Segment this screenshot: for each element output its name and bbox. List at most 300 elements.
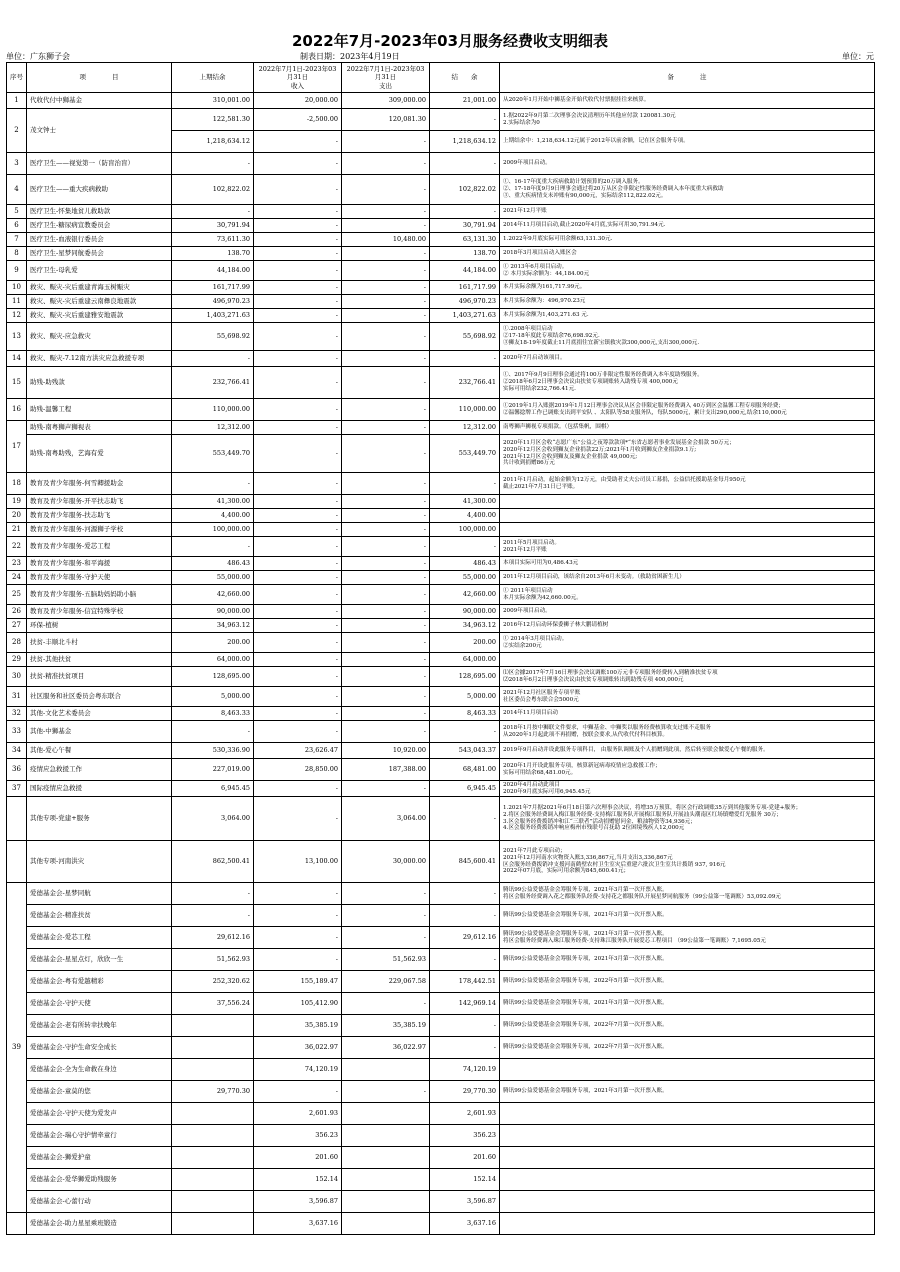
row-income: 2,601.93 [254, 1103, 342, 1125]
row-seq [7, 797, 27, 841]
row-seq: 32 [7, 707, 27, 721]
row-income: - [254, 1081, 342, 1103]
row-prev-balance: 496,970.23 [172, 295, 254, 309]
row-prev-balance: 4,400.00 [172, 509, 254, 523]
row-balance: 200.00 [430, 633, 500, 653]
header-note: 备 注 [500, 63, 875, 93]
row-note: 腾讯99公益爱德基金会筹服务专项，2022年7月第一次开票入账。 [500, 1015, 875, 1037]
row-item-name: 茂文钟士 [27, 109, 172, 153]
row-note [500, 1213, 875, 1235]
table-row [7, 585, 875, 605]
row-prev-balance: 862,500.41 [172, 841, 254, 883]
row-note: 2016年12月启动环保委狮子林大鹏请植树 [500, 619, 875, 633]
table-row [7, 759, 875, 781]
table-row [7, 261, 875, 281]
row-balance: 6,945.45 [430, 781, 500, 797]
table-row [7, 1191, 875, 1213]
row-note [500, 1191, 875, 1213]
header-item: 项 目 [27, 63, 172, 93]
row-balance: 2,601.93 [430, 1103, 500, 1125]
row-item-name: 救灾、赈灾-灾后重建青海玉树赈灾 [27, 281, 172, 295]
row-expense: - [342, 883, 430, 905]
row-note: 腾讯99公益爱德基金会筹服务专项，2021年3月第一次开票入账。 将区会服务经费调入珠江服务经费-支持珠江服务队开展爱芯工程项目 （99公益第一笔调账）7,1695.05元 [500, 927, 875, 949]
row-balance: 486.43 [430, 557, 500, 571]
row-note [500, 1125, 875, 1147]
table-row [7, 905, 875, 927]
row-expense: 36,022.97 [342, 1037, 430, 1059]
row-seq: 30 [7, 667, 27, 687]
row-expense: - [342, 781, 430, 797]
row-balance: 110,000.00 [430, 399, 500, 421]
table-row [7, 93, 875, 109]
row-note: 腾讯99公益爱德基金会筹服务专项，2021年3月第一次开票入账。 [500, 905, 875, 927]
table-row [7, 1037, 875, 1059]
row-expense [342, 1147, 430, 1169]
row-note: 腾讯99公益爱德基金会筹服务专项，2022年7月第一次开票入账。 [500, 1037, 875, 1059]
row-expense: - [342, 571, 430, 585]
row-balance: 68,481.00 [430, 759, 500, 781]
row-income: - [254, 883, 342, 905]
row-expense: - [342, 247, 430, 261]
row-income: - [254, 309, 342, 323]
row-item-name: 教育及青少年服务-何雪卿援助金 [27, 473, 172, 495]
row-expense: - [342, 927, 430, 949]
row-expense: - [342, 667, 430, 687]
row-income: - [254, 435, 342, 473]
row-item-name: 其他专项-河南洪灾 [27, 841, 172, 883]
row-expense [342, 1169, 430, 1191]
row-item-name: 教育及青少年服务-扶志助飞 [27, 509, 172, 523]
row-income: - [254, 153, 342, 175]
row-income: - [254, 667, 342, 687]
table-row [7, 619, 875, 633]
row-income: - [254, 619, 342, 633]
row-prev-balance: 486.43 [172, 557, 254, 571]
row-prev-balance: 161,717.99 [172, 281, 254, 295]
row-expense: - [342, 707, 430, 721]
row-item-name: 爱德基金会-星梦同航 [27, 883, 172, 905]
row-expense: - [342, 585, 430, 605]
row-item-name: 爱德基金会-守护天使为爱发声 [27, 1103, 172, 1125]
row-note: ① 2013年6月项目启动。 ② 本月实际余额为：44,184.00元 [500, 261, 875, 281]
row-expense: - [342, 537, 430, 557]
table-row [7, 421, 875, 435]
row-income: - [254, 653, 342, 667]
row-expense: - [342, 367, 430, 399]
row-prev-balance: 138.70 [172, 247, 254, 261]
row-balance: 152.14 [430, 1169, 500, 1191]
row-seq: 33 [7, 721, 27, 743]
table-row [7, 797, 875, 841]
row-note: 2014年11月项目启动,截止2020年4月底,实际可用30,791.94元. [500, 219, 875, 233]
row-item-name: 扶贫-丰顺北斗村 [27, 633, 172, 653]
expense-table [6, 62, 875, 1235]
row-income: - [254, 351, 342, 367]
row-item-name: 医疗卫生-星梦同航委员会 [27, 247, 172, 261]
row-balance: 1,218,634.12 [430, 131, 500, 153]
row-balance: - [430, 905, 500, 927]
row-note: 2018年1月按中狮联文件要求，中狮基金、中狮奖以服务经费核算收支过账不走服务 从2020年1月起此项不再捐赠，按联会要求,从代收代付科目核算。 [500, 721, 875, 743]
row-balance: - [430, 1015, 500, 1037]
row-item-name: 国际疫情应急救援 [27, 781, 172, 797]
row-note [500, 1169, 875, 1191]
row-income: 28,850.00 [254, 759, 342, 781]
row-income: - [254, 633, 342, 653]
row-item-name: 社区服务和社区委员会粤东联合 [27, 687, 172, 707]
row-item-name: 医疗卫生-糖尿病宣教委员会 [27, 219, 172, 233]
table-row [7, 743, 875, 759]
row-balance: 74,120.19 [430, 1059, 500, 1081]
row-seq [7, 841, 27, 883]
row-prev-balance [172, 1213, 254, 1235]
row-item-name: 环保-植树 [27, 619, 172, 633]
row-note: 从2020年1月开始中狮基金开始代收代付票据挂往来核算。 [500, 93, 875, 109]
row-note: ①2019年1月入账据2019年1月12日理事会决议从区会非限定服务经费调入 40万到区会温馨工程专项服务经费； ②温馨捻牌工作已调账支出到平安队 、太阳队等58支服务队，每队5000元，累计支出290,000元,结余110,000元 [500, 399, 875, 421]
row-seq: 5 [7, 205, 27, 219]
row-prev-balance: - [172, 721, 254, 743]
row-balance: 63,131.30 [430, 233, 500, 247]
row-expense: - [342, 653, 430, 667]
header-income: 2022年7月1日-2023年03月31日 收入 [254, 63, 342, 93]
row-item-name: 其他-文化艺术委员会 [27, 707, 172, 721]
row-note [500, 1059, 875, 1081]
row-income: - [254, 399, 342, 421]
row-item-name: 医疗卫生-母乳爱 [27, 261, 172, 281]
header-seq: 序号 [7, 63, 27, 93]
row-item-name: 扶贫-其他扶贫 [27, 653, 172, 667]
table-row [7, 687, 875, 707]
table-row [7, 633, 875, 653]
table-body [7, 93, 875, 1235]
row-prev-balance: 29,612.16 [172, 927, 254, 949]
row-prev-balance: 5,000.00 [172, 687, 254, 707]
row-balance: 29,612.16 [430, 927, 500, 949]
row-balance: 3,637.16 [430, 1213, 500, 1235]
row-prev-balance: 227,019.00 [172, 759, 254, 781]
row-item-name: 扶贫-精准扶贫项目 [27, 667, 172, 687]
table-row [7, 707, 875, 721]
row-note: 2011年1月启动，起始金额为12万元，由受助者丈夫公司员工募捐，公益信托援助基金每月950元 截止2021年7月31日已平账。 [500, 473, 875, 495]
table-row [7, 781, 875, 797]
table-row [7, 927, 875, 949]
table-row [7, 281, 875, 295]
row-prev-balance: 128,695.00 [172, 667, 254, 687]
row-item-name: 助残-南粤助残，艺海有爱 [27, 435, 172, 473]
row-expense: - [342, 435, 430, 473]
row-balance: 102,822.02 [430, 175, 500, 205]
table-row [7, 309, 875, 323]
row-prev-balance: - [172, 153, 254, 175]
page-title: 2022年7月-2023年03月服务经费收支明细表 [291, 32, 609, 50]
row-note [500, 1103, 875, 1125]
row-note: 2009年项目启动。 [500, 605, 875, 619]
row-prev-balance: 530,336.90 [172, 743, 254, 759]
row-note [500, 509, 875, 523]
row-note: 2020年7月启动该项目。 [500, 351, 875, 367]
row-balance: 4,400.00 [430, 509, 500, 523]
table-row [7, 295, 875, 309]
row-income: - [254, 323, 342, 351]
row-item-name: 爱德基金会-粤有爱越精彩 [27, 971, 172, 993]
row-prev-balance [172, 1125, 254, 1147]
row-expense: - [342, 261, 430, 281]
row-expense: 309,000.00 [342, 93, 430, 109]
row-income: - [254, 781, 342, 797]
table-row [7, 351, 875, 367]
row-income: - [254, 707, 342, 721]
row-expense: 10,920.00 [342, 743, 430, 759]
row-item-name: 助残-温馨工程 [27, 399, 172, 421]
row-prev-balance: - [172, 351, 254, 367]
table-row [7, 841, 875, 883]
row-seq: 8 [7, 247, 27, 261]
row-seq: 24 [7, 571, 27, 585]
row-note: 1.据2022年9月第二次理事会决议清理历年其他应付款 120081.30元 2.实际结余为0 [500, 109, 875, 131]
row-expense: - [342, 219, 430, 233]
row-prev-balance: 110,000.00 [172, 399, 254, 421]
table-row [7, 399, 875, 421]
row-expense: - [342, 295, 430, 309]
row-note: ①、16-17年度重大疾病救助计划预算的20万调入服务。 ②、17-18年度9月9日理事会通过将20万从区会非限定性服务经费调入本年度重大病救助 ③、重大疾病情支未冲账有90,000元，实际结余112,822.02元。 [500, 175, 875, 205]
row-expense [342, 1213, 430, 1235]
row-item-name: 医疗卫生——视觉第一（防盲治盲） [27, 153, 172, 175]
row-expense: 51,562.93 [342, 949, 430, 971]
row-prev-balance [172, 1037, 254, 1059]
header-balance: 结 余 [430, 63, 500, 93]
row-income: - [254, 797, 342, 841]
row-prev-balance: 310,001.00 [172, 93, 254, 109]
row-note: 腾讯99公益爱德基金会筹服务专项，2022年5月第一次开票入账。 [500, 971, 875, 993]
table-row [7, 537, 875, 557]
row-expense: 229,067.58 [342, 971, 430, 993]
row-item-name: 其他-中狮基金 [27, 721, 172, 743]
row-expense: - [342, 473, 430, 495]
table-row [7, 233, 875, 247]
row-note: 2021年12月平账 [500, 205, 875, 219]
table-row [7, 175, 875, 205]
row-item-name: 爱德基金会-守护天使 [27, 993, 172, 1015]
row-seq: 4 [7, 175, 27, 205]
row-note: 本月实际余额为1,403,271.63 元. [500, 309, 875, 323]
row-income: - [254, 721, 342, 743]
row-expense: - [342, 605, 430, 619]
row-prev-balance: 12,312.00 [172, 421, 254, 435]
row-item-name: 教育及青少年服务-和平海援 [27, 557, 172, 571]
row-balance: 496,970.23 [430, 295, 500, 309]
row-prev-balance: - [172, 883, 254, 905]
table-row [7, 721, 875, 743]
row-balance: - [430, 883, 500, 905]
row-item-name: 教育及青少年服务-河源狮子学校 [27, 523, 172, 537]
row-item-name: 教育及青少年服务-五脑助妈妈助小脑 [27, 585, 172, 605]
row-seq: 29 [7, 653, 27, 667]
row-expense: 120,081.30 [342, 109, 430, 131]
row-item-name: 代收代付中狮基金 [27, 93, 172, 109]
row-balance: - [430, 1037, 500, 1059]
row-note: 2021年12月社区服务专项平账 社区委员会粤东联合会5000元 [500, 687, 875, 707]
row-prev-balance: 73,611.30 [172, 233, 254, 247]
row-income: 20,000.00 [254, 93, 342, 109]
row-balance: - [430, 537, 500, 557]
row-income: - [254, 205, 342, 219]
table-row [7, 323, 875, 351]
row-item-name: 其他专项-党建+服务 [27, 797, 172, 841]
row-prev-balance [172, 1147, 254, 1169]
row-note [500, 1147, 875, 1169]
row-balance: 543,043.37 [430, 743, 500, 759]
row-income: - [254, 571, 342, 585]
row-balance: - [430, 721, 500, 743]
row-item-name: 教育及青少年服务-开平扶志助飞 [27, 495, 172, 509]
row-expense: - [342, 399, 430, 421]
row-balance: 30,791.94 [430, 219, 500, 233]
row-income: - [254, 927, 342, 949]
row-expense: - [342, 281, 430, 295]
table-row [7, 473, 875, 495]
row-balance: - [430, 949, 500, 971]
row-income: 74,120.19 [254, 1059, 342, 1081]
row-balance: 161,717.99 [430, 281, 500, 295]
row-note: ⑴区会據2017年7月16日理事会决议调账100万元非专项服务经费转入到精准扶贫专项 ⑵2018年6月2日理事会决议由扶贫专项调账转出到助残专项 400,000元 [500, 667, 875, 687]
row-prev-balance: 1,218,634.12 [172, 131, 254, 153]
row-seq: 19 [7, 495, 27, 509]
row-prev-balance [172, 1191, 254, 1213]
row-balance: 8,463.33 [430, 707, 500, 721]
row-item-name: 爱德基金会-精准扶贫 [27, 905, 172, 927]
row-seq: 22 [7, 537, 27, 557]
row-balance: 55,698.92 [430, 323, 500, 351]
row-expense: - [342, 619, 430, 633]
row-seq: 27 [7, 619, 27, 633]
row-item-name: 医疗卫生-怀集地贫儿救助款 [27, 205, 172, 219]
row-note [500, 523, 875, 537]
row-income: 3,596.87 [254, 1191, 342, 1213]
row-income: 356.23 [254, 1125, 342, 1147]
row-balance: 128,695.00 [430, 667, 500, 687]
table-row [7, 219, 875, 233]
row-item-name: 爱德基金会-爱芯工程 [27, 927, 172, 949]
row-seq: 21 [7, 523, 27, 537]
row-item-name: 爱德基金会-童莫的您 [27, 1081, 172, 1103]
row-expense: - [342, 1081, 430, 1103]
row-income: - [254, 247, 342, 261]
row-income: - [254, 175, 342, 205]
row-expense: 187,388.00 [342, 759, 430, 781]
row-item-name: 爱德基金会-全为生命救在身边 [27, 1059, 172, 1081]
row-item-name: 疫情应急救援工作 [27, 759, 172, 781]
row-balance: 232,766.41 [430, 367, 500, 399]
row-income: 13,100.00 [254, 841, 342, 883]
row-seq: 20 [7, 509, 27, 523]
table-row [7, 653, 875, 667]
row-balance: 356.23 [430, 1125, 500, 1147]
row-income: - [254, 537, 342, 557]
table-row [7, 367, 875, 399]
row-note: 本月实际余额为：496,970.23元 [500, 295, 875, 309]
row-seq: 26 [7, 605, 27, 619]
row-item-name: 救灾、赈灾-7.12南方洪灾应急救援专项 [27, 351, 172, 367]
row-prev-balance: 64,000.00 [172, 653, 254, 667]
row-expense: - [342, 687, 430, 707]
table-row [7, 667, 875, 687]
row-item-name: 教育及青少年服务-爱芯工程 [27, 537, 172, 557]
row-item-name: 爱德基金会-爱华狮爱助残服务 [27, 1169, 172, 1191]
row-expense: - [342, 421, 430, 435]
row-balance: 64,000.00 [430, 653, 500, 667]
row-note: 上期结余中：1,218,634.12元属于2012年以前余额，记在区会服务专项。 [500, 131, 875, 153]
table-row [7, 495, 875, 509]
row-prev-balance: 37,556.24 [172, 993, 254, 1015]
row-income: - [254, 949, 342, 971]
row-expense: 3,064.00 [342, 797, 430, 841]
row-seq: 23 [7, 557, 27, 571]
row-item-name: 助残-南粤狮声狮视表 [27, 421, 172, 435]
row-expense: - [342, 309, 430, 323]
row-expense: - [342, 495, 430, 509]
row-balance: 55,000.00 [430, 571, 500, 585]
row-note: 2021年7月此专项启动； 2021年12月河南水灾物资入账3,336,867元,当月支出3,336,867元 区会服务经费拨销冲支援河南鹤壁农村卫生室灾后重建六批次卫生室共计拨销 937, 916元 2022年07月底，实际可用余额为845,600.41元； [500, 841, 875, 883]
row-income: - [254, 421, 342, 435]
row-income: 23,626.47 [254, 743, 342, 759]
row-income: - [254, 557, 342, 571]
row-income: - [254, 473, 342, 495]
row-expense: - [342, 905, 430, 927]
row-note: 1.2021年7月据2021年6月18日第六次理事会决议，将增35万预算，将区会行政调账35万到其他服务专项-党建+服务； 2.将区会服务经费调入梅江服务经费-支持梅江服务队开展梅江服务队开展汕头潮南区红场镇赠爱灯光服务 30万； 3.区会服务经费拨销冲和江“三联者”活动捐赠慰问金、粮油物资等34,936元； 4.区会服务经费拨销冲响应梅州市残联号召抚助 2位困境残疾人12,000元 [500, 797, 875, 841]
table-row [7, 509, 875, 523]
row-balance: 41,300.00 [430, 495, 500, 509]
row-seq: 37 [7, 781, 27, 797]
row-item-name: 其他-爱心午餐 [27, 743, 172, 759]
row-note: 2020年11月区会收“志愿广东”公益之夜筹款款项*“东省志愿者事业发展基金会捐款 50万元； 2020年12月区会收到狮友企业捐款22万;2021年1月收到狮友企业捐款9.1万; 2021年12月区会收到狮友及狮友企业捐款 49,000元; 共计收到捐赠86万元 [500, 435, 875, 473]
row-expense: - [342, 509, 430, 523]
row-note: 本月实际余额为161,717.99元。 [500, 281, 875, 295]
row-prev-balance: 102,822.02 [172, 175, 254, 205]
row-prev-balance: - [172, 905, 254, 927]
row-item-name: 爱德基金会-瑞心守护情牵童行 [27, 1125, 172, 1147]
row-note: 2020年4月启动此项目 2020年9月底实际可用6,945.45元 [500, 781, 875, 797]
row-income: - [254, 687, 342, 707]
row-expense: 30,000.00 [342, 841, 430, 883]
row-seq: 14 [7, 351, 27, 367]
row-note: ①、2017年9月9日理事会通过将100万非限定性服务经费调入本年度助残服务。 ②2018年6月2日理事会决议由扶贫专项调账转入助残专项 400,000元 实际可用结余232,766.41元. [500, 367, 875, 399]
row-seq: 31 [7, 687, 27, 707]
row-prev-balance: 3,064.00 [172, 797, 254, 841]
row-note: 2018年3月项目启动入账区会 [500, 247, 875, 261]
row-balance: 553,449.70 [430, 435, 500, 473]
unit-label: 单位：广东狮子会 [6, 52, 70, 61]
row-seq: 3 [7, 153, 27, 175]
table-row [7, 1213, 875, 1235]
row-balance: 34,963.12 [430, 619, 500, 633]
table-row [7, 205, 875, 219]
row-seq: 15 [7, 367, 27, 399]
row-expense [342, 1191, 430, 1213]
row-seq: 34 [7, 743, 27, 759]
row-income: -2,500.00 [254, 109, 342, 131]
row-balance: 42,660.00 [430, 585, 500, 605]
row-balance: 3,596.87 [430, 1191, 500, 1213]
row-prev-balance: 90,000.00 [172, 605, 254, 619]
row-income: 105,412.90 [254, 993, 342, 1015]
row-prev-balance: 41,300.00 [172, 495, 254, 509]
row-income: 36,022.97 [254, 1037, 342, 1059]
row-balance: 138.70 [430, 247, 500, 261]
row-seq [7, 1213, 27, 1235]
row-note: 本项目实际可用为0,486.43元 [500, 557, 875, 571]
row-expense: - [342, 153, 430, 175]
row-expense: - [342, 993, 430, 1015]
row-note: 1.2022年9月底实际可用余额63,131.30元. [500, 233, 875, 247]
